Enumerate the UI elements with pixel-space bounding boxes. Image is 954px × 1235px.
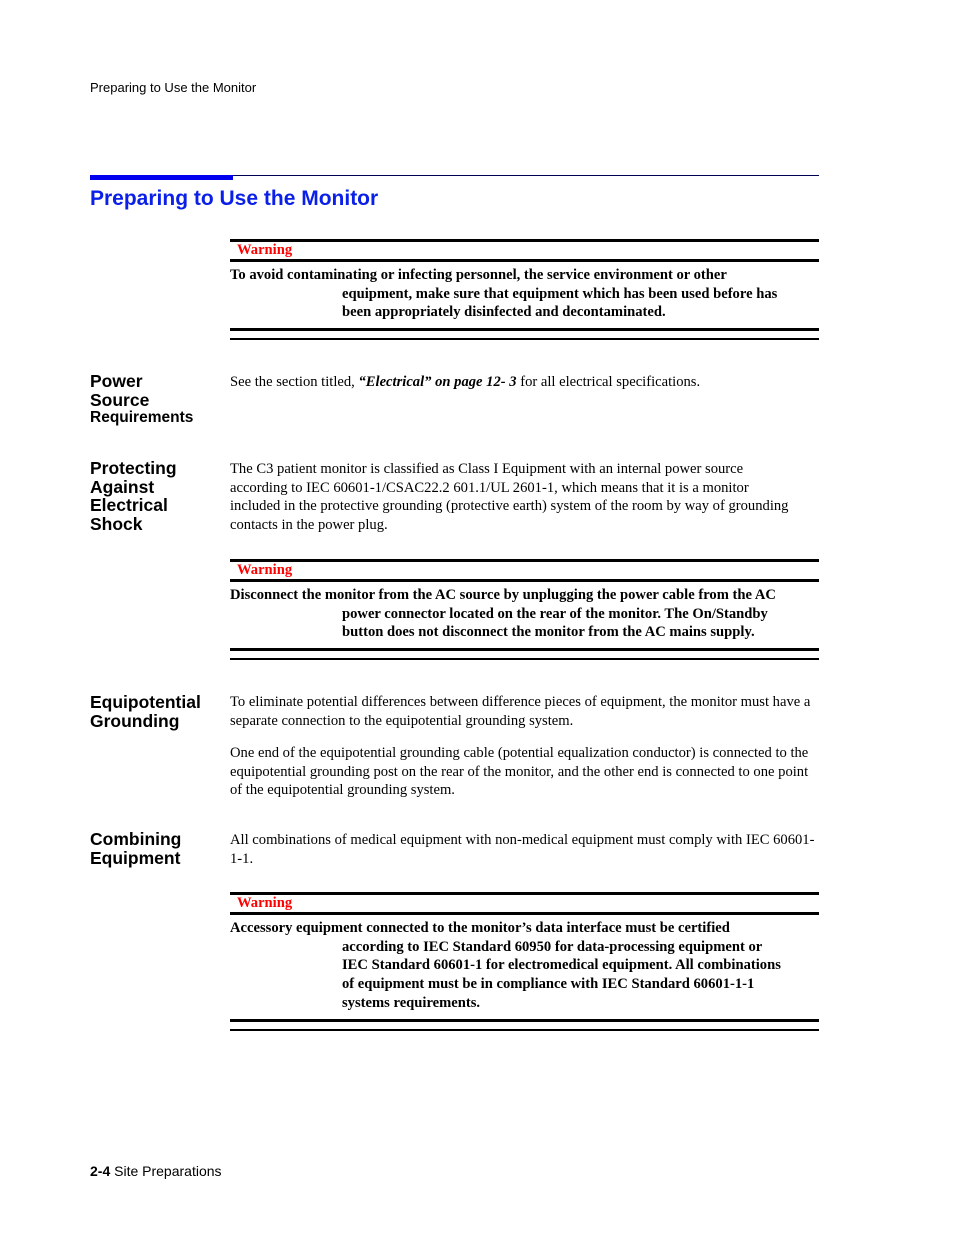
section-title: Preparing to Use the Monitor	[90, 187, 379, 210]
side-heading-shock: Protecting Against Electrical Shock	[90, 458, 177, 534]
page-number: 2-4	[90, 1163, 111, 1179]
warning-label: Warning	[237, 562, 293, 578]
side-heading-equipotential: Equipotential Grounding	[90, 692, 201, 731]
chapter-name: Site Preparations	[114, 1163, 222, 1179]
warning-label: Warning	[237, 242, 293, 258]
page-footer	[90, 1163, 222, 1179]
power-text: See the section titled, “Electrical” on page 12- 3 for all electrical specifications.	[230, 374, 701, 390]
title-accent-bar	[90, 175, 233, 180]
electrical-link[interactable]: “Electrical” on page 12- 3	[358, 374, 517, 390]
warning-label: Warning	[237, 895, 293, 911]
shock-text: The C3 patient monitor is classified as Class I Equipment with an internal power source according to IEC 60601-1/CSAC22.2 601.1/UL 2601-1, which means that it is a monitor included in the protective grounding (protective earth) system of the room by way of grounding contacts in the power plug.	[230, 461, 789, 533]
warning-text: Accessory equipment connected to the monitor’s data interface must be certified according to IEC Standard 60950 for data-processing equipment or IEC Standard 60601-1 for electromedical equipment. All combinations of equipment must be in compliance with IEC Standard 60601-1-1 systems requirements.	[230, 920, 781, 1011]
combining-text: All combinations of medical equipment with non-medical equipment must comply with IEC 60601-1-1.	[230, 832, 815, 867]
warning-box	[230, 559, 819, 660]
equipotential-text: To eliminate potential differences between difference pieces of equipment, the monitor must have a separate connection to the equipotential grounding system. One end of the equipotential grounding cable (potential equalization conductor) is connected to the equipotential grounding post on the rear of the monitor, and the other end is connected to one point of the equipotential grounding system.	[230, 694, 811, 798]
warning-box	[230, 239, 819, 340]
warning-text: To avoid contaminating or infecting personnel, the service environment or other equipment, make sure that equipment which has been used before has been appropriately disinfected and decontaminated.	[230, 267, 778, 321]
running-header: Preparing to Use the Monitor	[90, 80, 257, 95]
title-rule	[233, 175, 819, 176]
side-heading-combining: Combining Equipment	[90, 829, 182, 868]
side-heading-power: Power Source Requirements	[90, 371, 194, 426]
warning-text: Disconnect the monitor from the AC source by unplugging the power cable from the AC power connector located on the rear of the monitor. The On/Standby button does not disconnect the monitor from the AC mains supply.	[230, 587, 776, 641]
warning-box	[230, 892, 819, 1031]
